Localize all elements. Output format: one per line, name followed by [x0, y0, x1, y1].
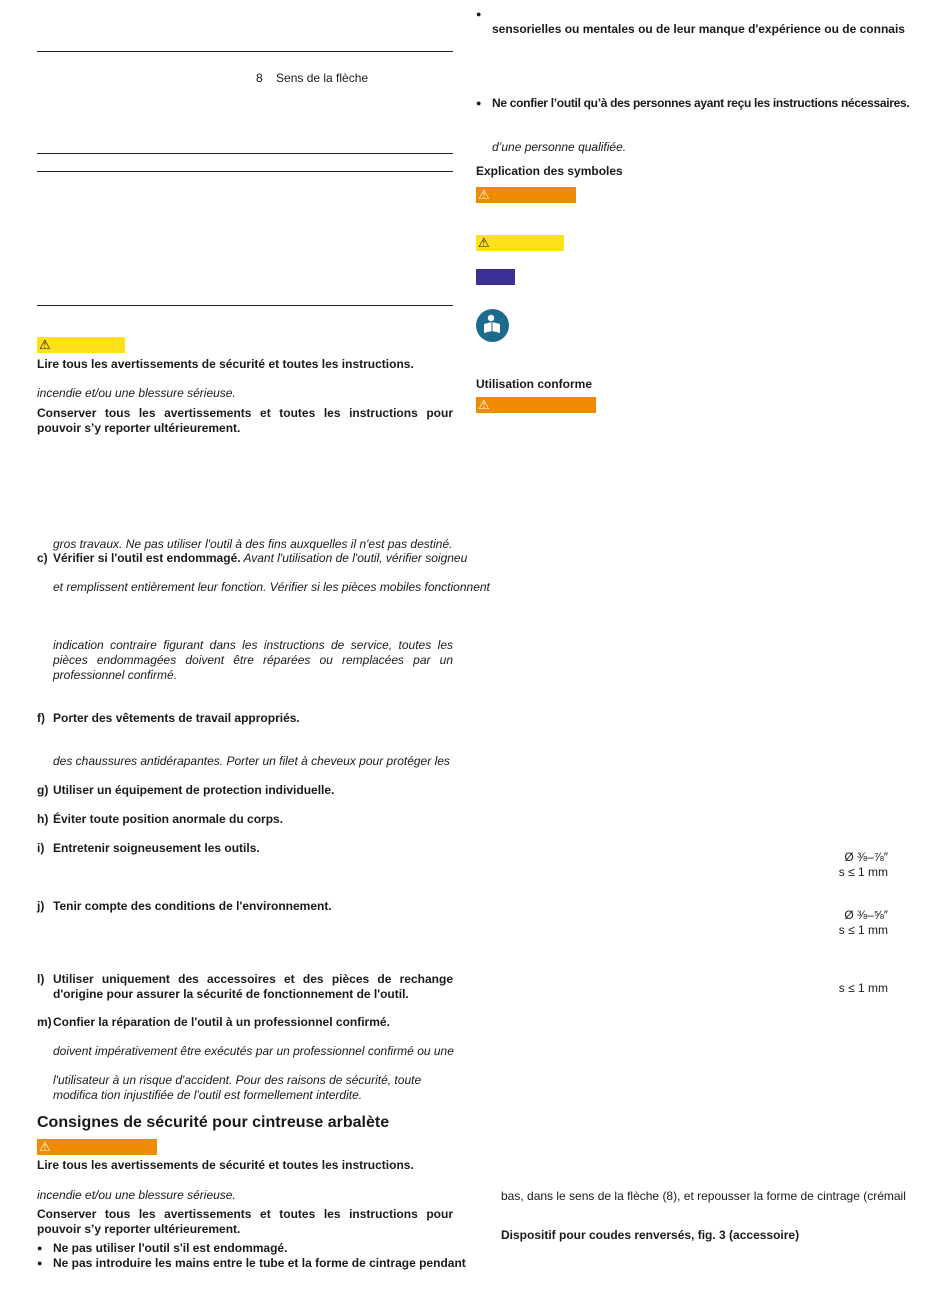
- item-h-bold: Éviter toute position anormale du corps.: [53, 812, 284, 826]
- symbols-heading: Explication des symboles: [476, 164, 623, 178]
- item-g-letter: g): [37, 783, 49, 797]
- item-c: [53, 551, 468, 566]
- item-m-letter: m): [37, 1015, 52, 1029]
- warning-triangle-icon: ⚠: [478, 187, 490, 202]
- symbol-danger-bar: [476, 187, 576, 203]
- item-l-bold: Utiliser uniquement des accessoires et des pièces de rechange d'origine pour assurer la sécurité de fonctionnement de l'outil.: [53, 972, 453, 1001]
- item-c-bold: Vérifier si l'outil est endommagé.: [53, 551, 241, 565]
- item-h-letter: h): [37, 812, 49, 826]
- figure-label: 8 Sens de la flèche: [256, 71, 369, 85]
- bullet-damaged-tool: ● Ne pas utiliser l'outil s'il est endommagé.: [53, 1241, 287, 1256]
- warning-fire-injury: incendie et/ou une blessure sérieuse.: [37, 386, 236, 400]
- read-manual-icon: [476, 309, 509, 342]
- bullet-instructed-persons: Ne confier l’outil qu’à des personnes ayant reçu les instructions nécessaires.: [492, 96, 910, 110]
- dim-thickness-1: s ≤ 1 mm: [838, 865, 888, 879]
- warning-triangle-icon: ⚠: [39, 1139, 51, 1154]
- item-c-line2: et remplissent entièrement leur fonction. Vérifier si les pièces mobiles fonctionnent: [53, 580, 490, 594]
- item-c-letter: c): [37, 551, 48, 565]
- dim-diameter-1: Ø ⅜–⅞″: [844, 850, 888, 864]
- warning-keep-instructions: Conserver tous les avertissements et toutes les instructions pour pouvoir s’y reporter ultérieurement.: [37, 406, 453, 435]
- warning-bar-bender: [37, 1139, 157, 1155]
- item-g-bold: Utiliser un équipement de protection individuelle.: [53, 783, 335, 797]
- dim-diameter-2: Ø ⅜–⅝″: [844, 908, 888, 922]
- item-i-letter: i): [37, 841, 45, 855]
- item-c-line3: indication contraire figurant dans les instructions de service, toutes les pièces endommagées doivent être réparées ou remplacées par un professionnel confirmé.: [53, 638, 453, 682]
- item-l-letter: l): [37, 972, 45, 986]
- item-f-letter: f): [37, 711, 45, 725]
- section-heading-bender: Consignes de sécurité pour cintreuse arbalète: [37, 1114, 390, 1131]
- item-m-line2: l'utilisateur à un risque d'accident. Pour des raisons de sécurité, toute modifica tion injustifiée de l'outil est formellement interdite.: [53, 1073, 422, 1102]
- item-m-line1: doivent impérativement être exécutés par un professionnel confirmé ou une: [53, 1044, 454, 1058]
- right-top-line: sensorielles ou mentales ou de leur manque d'expérience ou de connais: [492, 22, 905, 36]
- item-b-tail: gros travaux. Ne pas utiliser l'outil à des fins auxquelles il n'est pas destiné.: [53, 537, 453, 551]
- dim-thickness-3: s ≤ 1 mm: [838, 981, 888, 995]
- warning-bar-general: [37, 337, 125, 353]
- item-c-italic: Avant l'utilisation de l'outil, vérifier soigneu: [240, 551, 468, 565]
- usage-heading: Utilisation conforme: [476, 377, 593, 391]
- rule-3: [37, 171, 453, 172]
- warning2-read-all: Lire tous les avertissements de sécurité et toutes les instructions.: [37, 1158, 414, 1172]
- warning-triangle-icon: ⚠: [478, 397, 490, 412]
- item-j-letter: j): [37, 899, 45, 913]
- symbol-caution-bar: [476, 235, 564, 251]
- item-f-italic: des chaussures antidérapantes. Porter un filet à cheveux pour protéger les: [53, 754, 450, 768]
- item-i-bold: Entretenir soigneusement les outils.: [53, 841, 260, 855]
- item-f-bold: Porter des vêtements de travail appropriés.: [53, 711, 300, 725]
- item-m-bold: Confier la réparation de l'outil à un professionnel confirmé.: [53, 1015, 390, 1029]
- bullet-dot-confier: ●: [476, 98, 482, 108]
- rule-4: [37, 305, 453, 306]
- dim-thickness-2: s ≤ 1 mm: [838, 923, 888, 937]
- bending-form-text: bas, dans le sens de la flèche (8), et repousser la forme de cintrage (crémail: [501, 1189, 906, 1203]
- warning-triangle-icon: ⚠: [39, 337, 51, 352]
- warning2-fire-injury: incendie et/ou une blessure sérieuse.: [37, 1188, 236, 1202]
- rule-top: [37, 51, 453, 52]
- warning2-keep-instructions: Conserver tous les avertissements et toutes les instructions pour pouvoir s’y reporter ultérieurement.: [37, 1207, 453, 1236]
- usage-danger-bar: [476, 397, 596, 413]
- rule-2: [37, 153, 453, 154]
- reverse-bend-device-heading: Dispositif pour coudes renversés, fig. 3 (accessoire): [501, 1228, 800, 1242]
- bullet-hands: ● Ne pas introduire les mains entre le tube et la forme de cintrage pendant: [53, 1256, 453, 1271]
- bullet-dot-top: ●: [476, 9, 482, 19]
- qualified-person: d’une personne qualifiée.: [492, 140, 627, 154]
- warning-triangle-icon: ⚠: [478, 235, 490, 250]
- symbol-notice-bar: [476, 269, 515, 285]
- warning-read-all: Lire tous les avertissements de sécurité et toutes les instructions.: [37, 357, 414, 371]
- item-j-bold: Tenir compte des conditions de l'environnement.: [53, 899, 332, 913]
